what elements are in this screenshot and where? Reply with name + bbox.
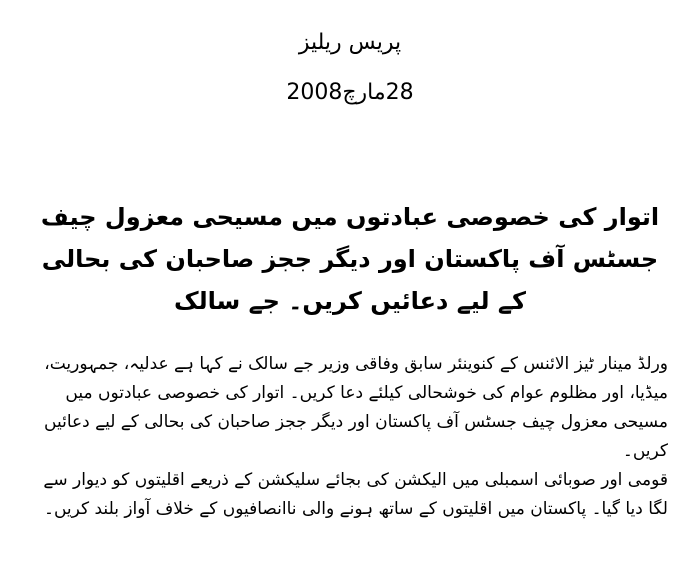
body-paragraph: قومی اور صوبائی اسمبلی میں الیکشن کی بجائے سلیکشن کے ذریعے اقلیتوں کو دیوار سے لگا دیا گیا۔ پاکستان میں اقلیتوں کے ساتھ ہونے والی ناانصافیوں کے خلاف آواز بلند کریں۔ (43, 470, 668, 519)
document-title: پریس ریلیز (298, 30, 402, 55)
document-headline: اتوار کی خصوصی عبادتوں میں مسیحی معزول چیف جسٹس آف پاکستان اور دیگر ججز صاحبان کی بحالی کے لیے دعائیں کریں۔ جے سالک (40, 203, 660, 315)
body-paragraph: ورلڈ مینار ٹیز الائنس کے کنوینئر سابق وفاقی وزیر جے سالک نے کہا ہے عدلیہ، جمہوریت، میڈیا، اور مظلوم عوام کی خوشحالی کیلئے دعا کریں۔ اتوار کی خصوصی عبادتوں میں مسیحی معزول چیف جسٹس آف پاکستان اور دیگر ججز صاحبان کی بحالی کے لیے دعائیں کریں۔ (44, 354, 668, 461)
document-date: 28مارچ2008 (286, 80, 414, 105)
document-body (28, 350, 668, 524)
